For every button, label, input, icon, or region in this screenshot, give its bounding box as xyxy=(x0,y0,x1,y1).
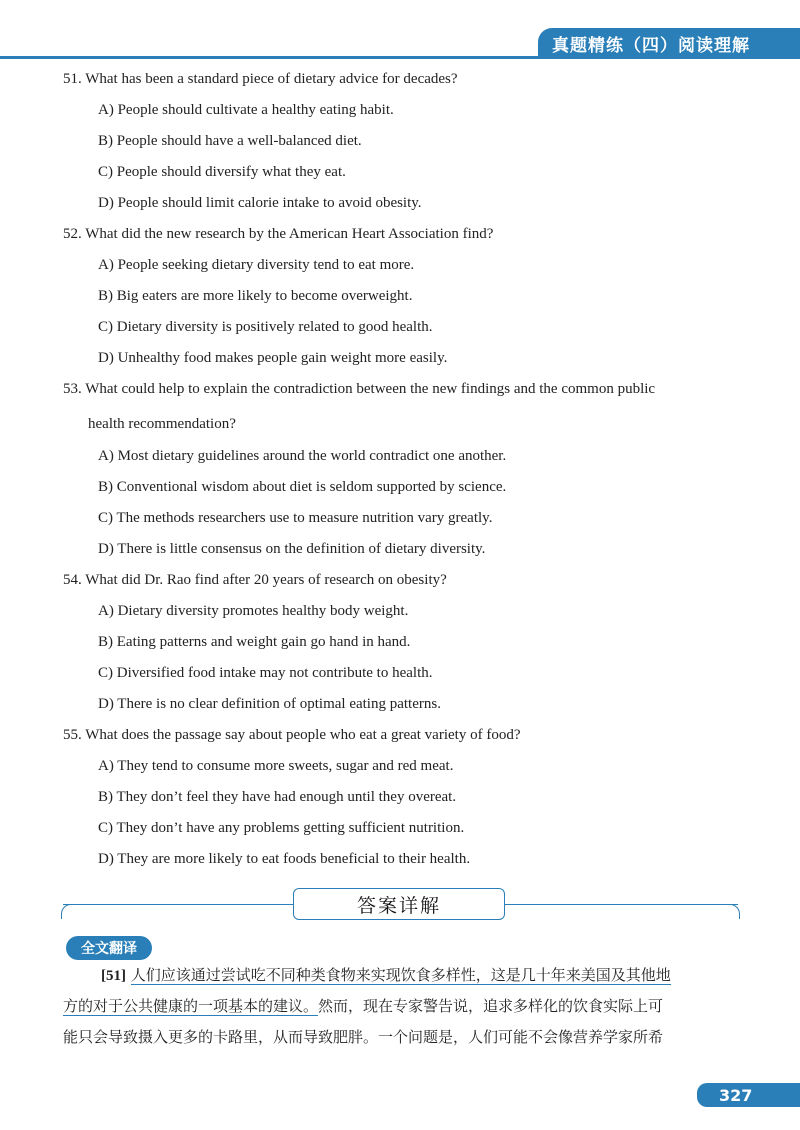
option-b: B) Conventional wisdom about diet is seldom supported by science. xyxy=(98,479,507,495)
page-number: 327 xyxy=(719,1085,753,1105)
translation-line-2 xyxy=(63,993,743,1024)
question-51 xyxy=(63,70,763,225)
header-rule xyxy=(0,56,800,59)
option-a: A) People should cultivate a healthy eating habit. xyxy=(98,102,394,118)
translation-line-1 xyxy=(63,962,743,993)
translation-paragraph xyxy=(63,962,743,1055)
translation-label-pill xyxy=(66,936,152,960)
option-c: C) The methods researchers use to measure nutrition vary greatly. xyxy=(98,510,493,526)
question-stem: 54. What did Dr. Rao find after 20 years of research on obesity? xyxy=(63,572,447,588)
page-number-tab xyxy=(697,1083,800,1107)
question-55 xyxy=(63,726,763,881)
option-d: D) There is little consensus on the definition of dietary diversity. xyxy=(98,541,486,557)
question-53 xyxy=(63,380,763,571)
option-c: C) Dietary diversity is positively related to good health. xyxy=(98,319,433,335)
question-stem-line1: 53. What could help to explain the contradiction between the new findings and the common public xyxy=(63,381,656,397)
chapter-title: 真题精练（四）阅读理解 xyxy=(552,35,750,56)
option-b: B) They don’t feel they have had enough until they overeat. xyxy=(98,789,457,805)
banner-corner-right xyxy=(727,904,740,919)
question-stem: 52. What did the new research by the American Heart Association find? xyxy=(63,226,494,242)
question-52 xyxy=(63,225,763,380)
option-a: A) Dietary diversity promotes healthy body weight. xyxy=(98,603,409,619)
question-stem-line2: health recommendation? xyxy=(88,416,236,432)
option-a: A) People seeking dietary diversity tend to eat more. xyxy=(98,257,415,273)
question-stem: 55. What does the passage say about people who eat a great variety of food? xyxy=(63,727,521,743)
option-d: D) People should limit calorie intake to avoid obesity. xyxy=(98,195,422,211)
question-stem: 51. What has been a standard piece of dietary advice for decades? xyxy=(63,71,458,87)
option-b: B) People should have a well-balanced diet. xyxy=(98,133,362,149)
option-d: D) Unhealthy food makes people gain weight more easily. xyxy=(98,350,448,366)
banner-corner-left xyxy=(61,904,74,919)
answer-section-title: 答案详解 xyxy=(356,894,441,917)
translation-label: 全文翻译 xyxy=(81,941,137,957)
option-b: B) Big eaters are more likely to become overweight. xyxy=(98,288,413,304)
option-b: B) Eating patterns and weight gain go hand in hand. xyxy=(98,634,411,650)
option-c: C) Diversified food intake may not contribute to health. xyxy=(98,665,433,681)
option-d: D) They are more likely to eat foods beneficial to their health. xyxy=(98,851,471,867)
translation-text: 然而，现在专家警告说，追求多样化的饮食实际上可 xyxy=(318,997,664,1015)
underlined-answer-text: 方的对于公共健康的一项基本的建议。 xyxy=(63,997,319,1015)
question-stem xyxy=(63,380,763,433)
question-list xyxy=(63,70,763,881)
chapter-header-tab xyxy=(538,28,800,58)
option-d: D) There is no clear definition of optimal eating patterns. xyxy=(98,696,441,712)
translation-line-3: 能只会导致摄入更多的卡路里，从而导致肥胖。一个问题是，人们可能不会像营养学家所希 xyxy=(63,1028,664,1046)
question-ref-tag: [51] xyxy=(101,968,126,984)
underlined-answer-text: 人们应该通过尝试吃不同种类食物来实现饮食多样性，这是几十年来美国及其他地 xyxy=(130,966,671,984)
answer-section-banner xyxy=(63,888,738,928)
answer-section-title-box xyxy=(293,888,505,920)
option-a: A) They tend to consume more sweets, sugar and red meat. xyxy=(98,758,454,774)
option-c: C) They don’t have any problems getting sufficient nutrition. xyxy=(98,820,465,836)
option-c: C) People should diversify what they eat. xyxy=(98,164,346,180)
option-a: A) Most dietary guidelines around the world contradict one another. xyxy=(98,448,507,464)
question-54 xyxy=(63,571,763,726)
